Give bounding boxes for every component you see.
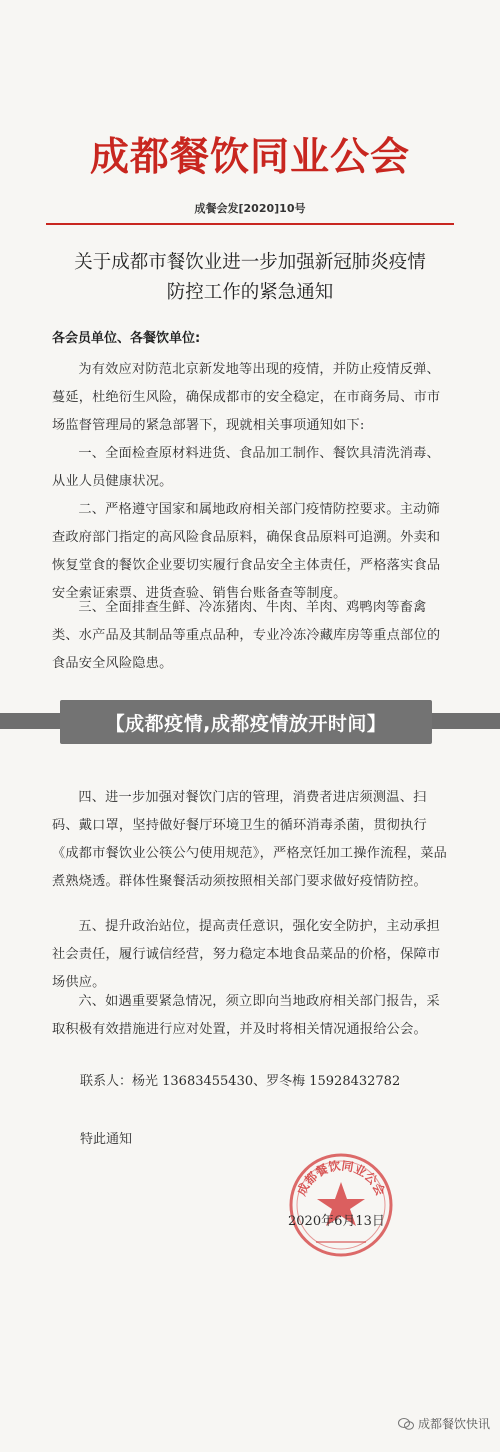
- footer-label: 成都餐饮快讯: [417, 1417, 490, 1431]
- document-number: 成餐会发[2020]10号: [194, 202, 306, 215]
- salutation: 各会员单位、各餐饮单位:: [52, 331, 201, 346]
- paragraph-item-5: 五、提升政治站位，提高责任意识，强化安全防护，主动承担社会责任，履行诚信经营，努力稳定本地食品菜品的价格，保障市场供应。: [52, 919, 441, 990]
- paragraph-item-2: 二、严格遵守国家和属地政府相关部门疫情防控要求。主动筛查政府部门指定的高风险食品原料，确保食品原料可追溯。外卖和恢复堂食的餐饮企业要切实履行食品安全主体责任，严格落实食品安全索证索票、进货查验、销售台账备查等制度。: [52, 502, 441, 601]
- closing-text: 特此通知: [80, 1132, 133, 1147]
- paragraph-item-3: 三、全面排查生鲜、冷冻猪肉、牛肉、羊肉、鸡鸭肉等畜禽类、水产品及其制品等重点品种，专业冷冻冷藏库房等重点部位的食品安全风险隐患。: [52, 600, 441, 671]
- issue-date: 2020年6月13日: [288, 1214, 385, 1229]
- headline-banner: 【成都疫情,成都疫情放开时间】: [60, 700, 432, 744]
- notice-title-line-2: 防控工作的紧急通知: [166, 282, 334, 303]
- seal-text: 成都餐饮同业公会: [294, 1158, 388, 1198]
- paragraph-item-4: 四、进一步加强对餐饮门店的管理，消费者进店须测温、扫码、戴口罩，坚持做好餐厅环境卫生的循环消毒杀菌，贯彻执行《成都市餐饮业公筷公勺使用规范》，严格烹饪加工操作流程，菜品煮熟烧透。群体性聚餐活动须按照相关部门要求做好疫情防控。: [52, 790, 448, 889]
- red-divider: [46, 223, 454, 225]
- notice-title: [40, 248, 460, 308]
- footer-source: [398, 1415, 490, 1432]
- official-seal-icon: [286, 1150, 396, 1260]
- org-title: 成都餐饮同业公会: [89, 134, 410, 180]
- paragraph-item-6: 六、如遇重要紧急情况，须立即向当地政府相关部门报告，采取积极有效措施进行应对处置，并及时将相关情况通报给公会。: [52, 994, 440, 1037]
- paragraph-item-1: 一、全面检查原材料进货、食品加工制作、餐饮具清洗消毒、从业人员健康状况。: [52, 446, 440, 489]
- wechat-icon: [398, 1418, 414, 1430]
- contacts: 联系人：杨光 13683455430、罗冬梅 15928432782: [80, 1074, 401, 1089]
- notice-title-line-1: 关于成都市餐饮业进一步加强新冠肺炎疫情: [74, 252, 426, 273]
- paragraph-intro: 为有效应对防范北京新发地等出现的疫情，并防止疫情反弹、蔓延，杜绝衍生风险，确保成都市的安全稳定，在市商务局、市市场监督管理局的紧急部署下，现就相关事项通知如下:: [52, 362, 441, 433]
